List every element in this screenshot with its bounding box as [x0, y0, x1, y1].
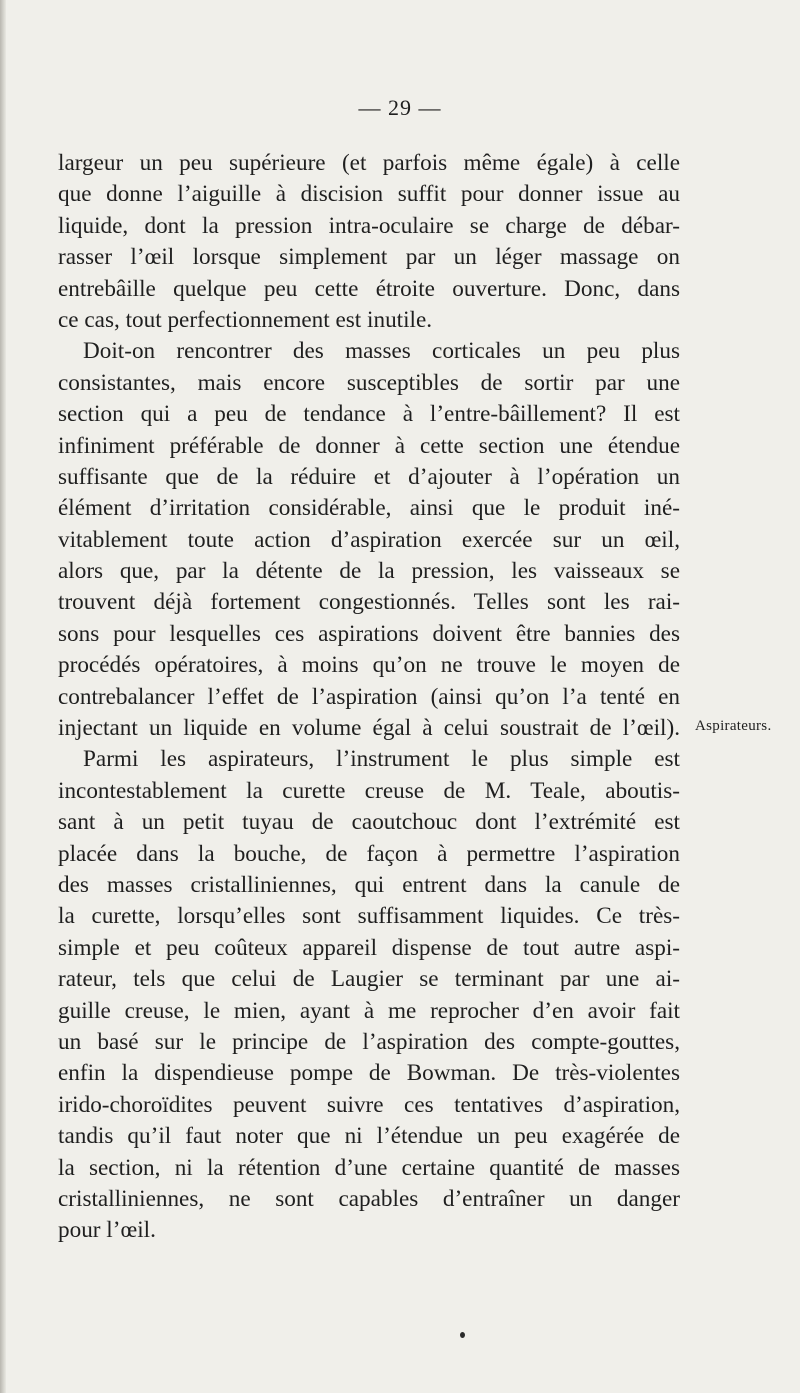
text-line: irido-choroïdites peuvent suivre ces tentatives d’aspiration,	[58, 1091, 680, 1118]
text-line: pour l’œil.	[58, 1217, 156, 1244]
text-line: enfin la dispendieuse pompe de Bowman. De très-violentes	[58, 1060, 680, 1087]
text-line: tandis qu’il faut noter que ni l’étendue un peu exagérée de	[58, 1123, 680, 1150]
text-line: section qui a peu de tendance à l’entre-bâillement? Il est	[58, 401, 680, 428]
text-line: trouvent déjà fortement congestionnés. Telles sont les rai-	[58, 589, 680, 616]
text-line: des masses cristalliniennes, qui entrent dans la canule de	[58, 871, 680, 898]
page-edge-shadow	[0, 0, 6, 1393]
text-line: largeur un peu supérieure (et parfois même égale) à celle	[58, 150, 680, 176]
text-line: procédés opératoires, à moins qu’on ne trouve le moyen de	[58, 652, 680, 679]
page-number: — 29 —	[358, 95, 442, 120]
text-line: que donne l’aiguille à discision suffit pour donner issue au	[58, 181, 680, 208]
text-line: élément d’irritation considérable, ainsi que le produit iné-	[58, 495, 680, 522]
text-line: vitablement toute action d’aspiration exercée sur un œil,	[58, 526, 680, 553]
text-line: guille creuse, le mien, ayant à me reprocher d’en avoir fait	[58, 997, 680, 1024]
text-line: entrebâille quelque peu cette étroite ouverture. Donc, dans	[58, 275, 680, 302]
body-text	[58, 148, 680, 1247]
margin-note: Aspirateurs.	[695, 718, 772, 734]
text-line: la section, ni la rétention d’une certaine quantité de masses	[58, 1154, 680, 1181]
text-line: alors que, par la détente de la pression, les vaisseaux se	[58, 558, 680, 585]
text-line: la curette, lorsqu’elles sont suffisamment liquides. Ce très-	[58, 903, 680, 930]
text-line: liquide, dont la pression intra-oculaire se charge de débar-	[58, 212, 680, 239]
text-line: infiniment préférable de donner à cette section une étendue	[58, 432, 680, 459]
text-line: ce cas, tout perfectionnement est inutile.	[58, 306, 433, 333]
text-line: consistantes, mais encore susceptibles de sortir par une	[58, 369, 680, 396]
text-line: contrebalancer l’effet de l’aspiration (ainsi qu’on l’a tenté en	[58, 683, 680, 710]
ink-speck	[460, 1332, 465, 1338]
text-line: suffisante que de la réduire et d’ajouter à l’opération un	[58, 463, 680, 490]
text-line: un basé sur le principe de l’aspiration des compte-gouttes,	[58, 1028, 680, 1055]
text-line: placée dans la bouche, de façon à permettre l’aspiration	[58, 840, 680, 867]
text-line: sant à un petit tuyau de caoutchouc dont l’extrémité est	[58, 809, 680, 836]
text-line: Parmi les aspirateurs, l’instrument le plus simple est	[83, 746, 680, 773]
text-line: rasser l’œil lorsque simplement par un léger massage on	[58, 244, 680, 271]
text-line: cristalliniennes, ne sont capables d’entraîner un danger	[58, 1185, 680, 1212]
text-line: rateur, tels que celui de Laugier se terminant par une ai-	[58, 966, 680, 993]
text-line: Doit-on rencontrer des masses corticales un peu plus	[83, 338, 680, 365]
text-line: incontestablement la curette creuse de M. Teale, aboutis-	[58, 777, 680, 804]
text-line: sons pour lesquelles ces aspirations doivent être bannies des	[58, 620, 680, 647]
text-line: simple et peu coûteux appareil dispense de tout autre aspi-	[58, 934, 680, 961]
text-line: injectant un liquide en volume égal à celui soustrait de l’œil).	[58, 715, 680, 742]
